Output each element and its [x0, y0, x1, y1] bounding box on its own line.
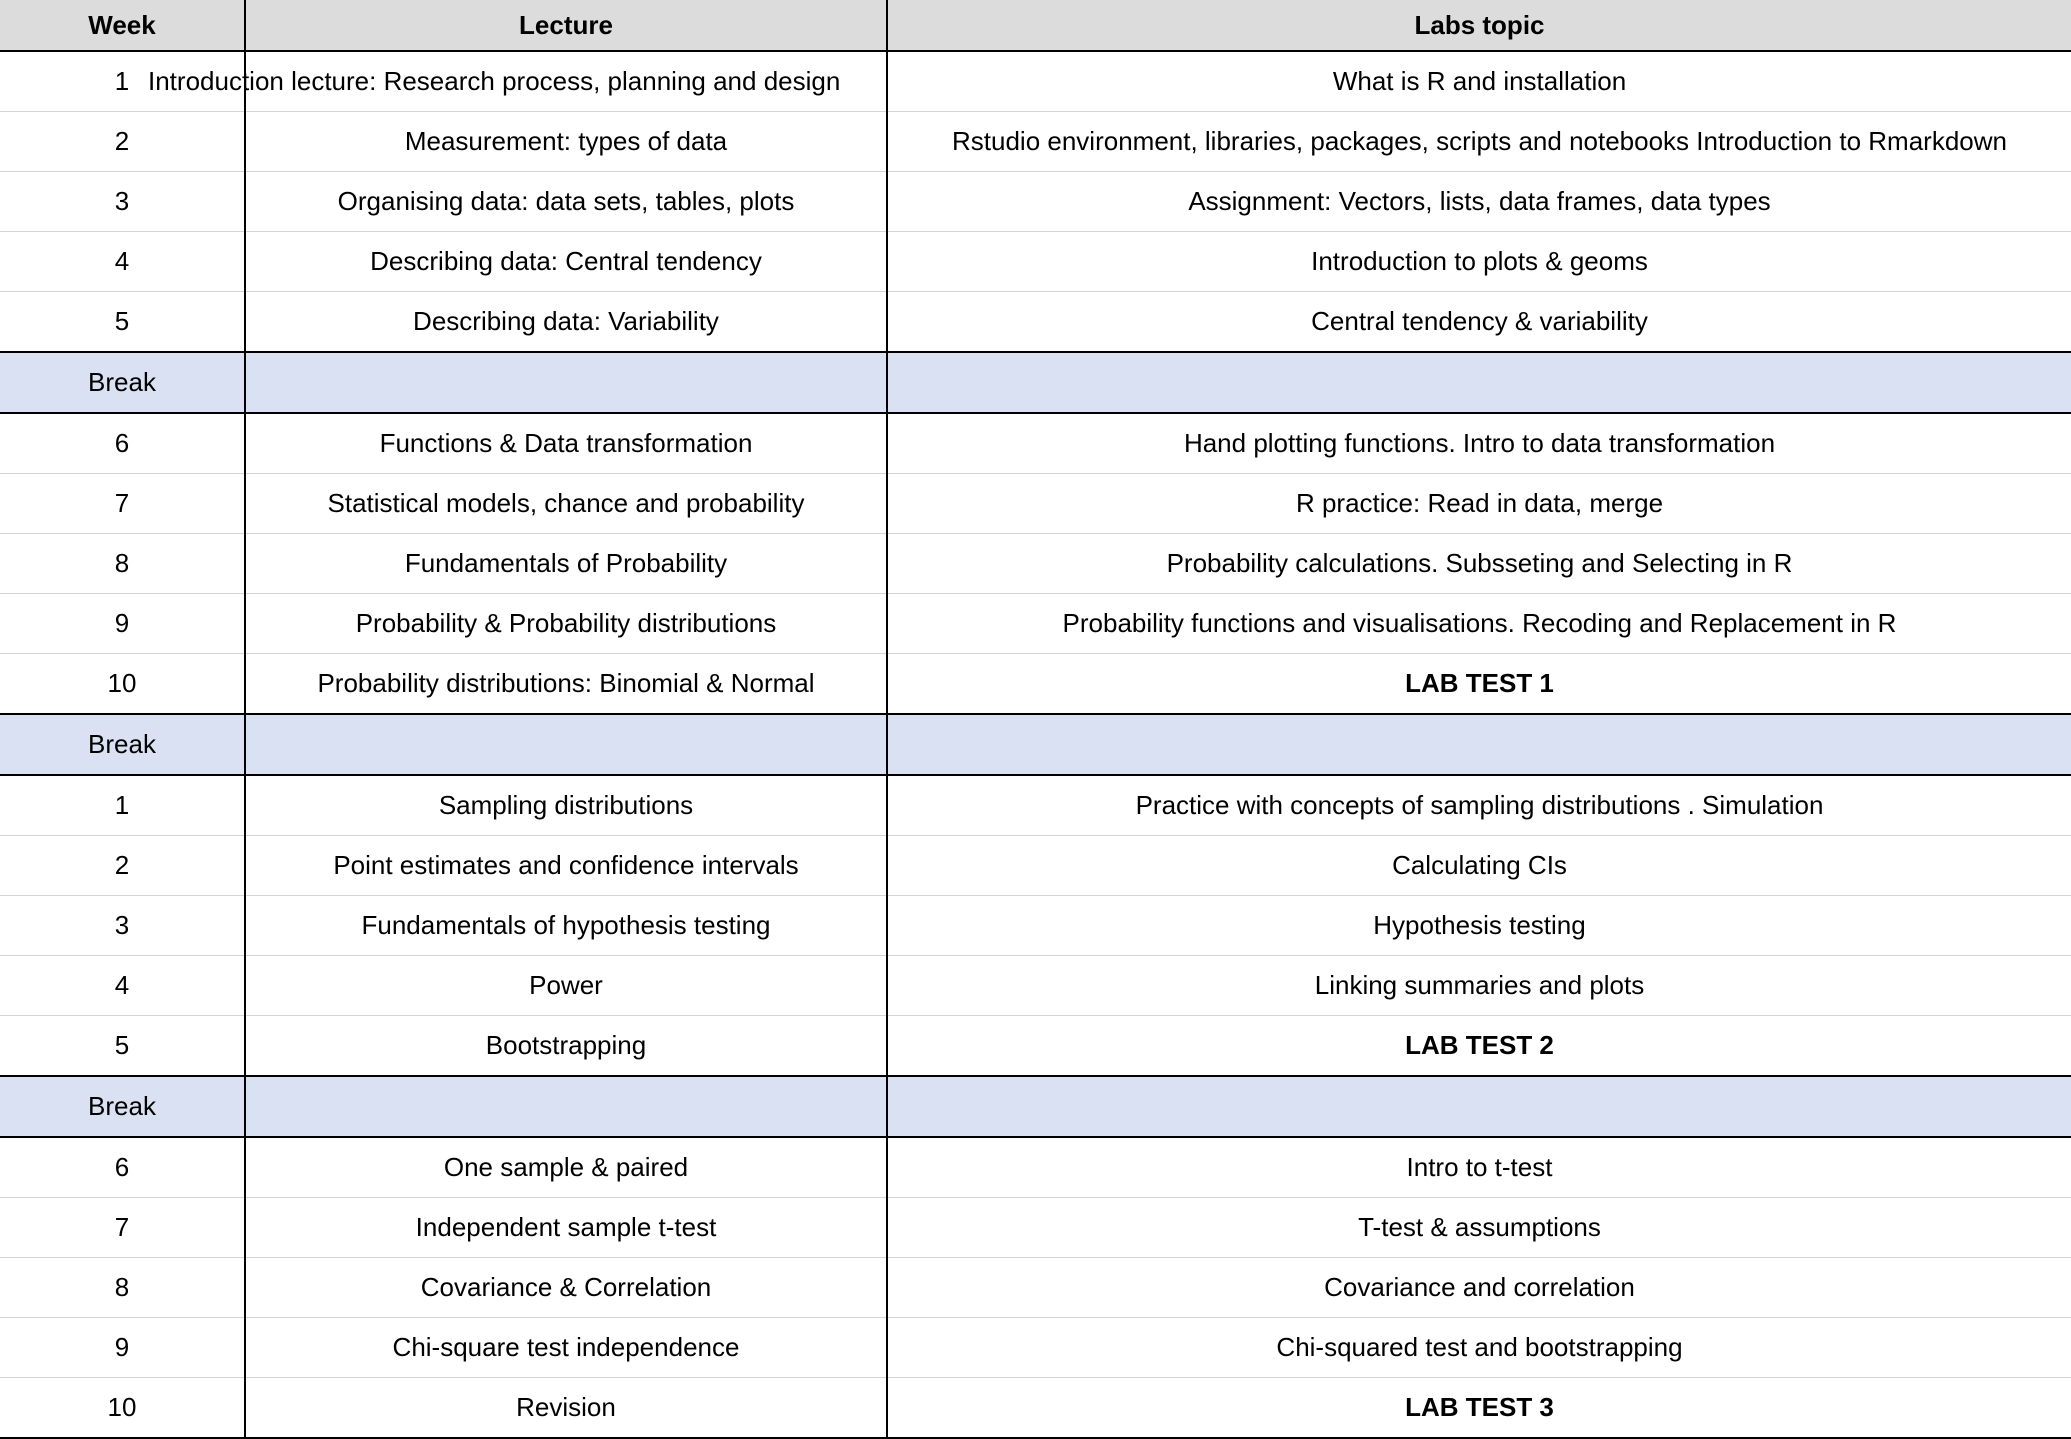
- labs-cell[interactable]: [887, 352, 2071, 413]
- lecture-cell[interactable]: Bootstrapping: [245, 1016, 887, 1077]
- lecture-cell[interactable]: Statistical models, chance and probability: [245, 474, 887, 534]
- table-row: [0, 474, 2071, 534]
- labs-cell[interactable]: What is R and installation: [887, 51, 2071, 112]
- break-row: [0, 1076, 2071, 1137]
- table-row: [0, 51, 2071, 112]
- table-row: [0, 112, 2071, 172]
- lecture-cell[interactable]: Point estimates and confidence intervals: [245, 836, 887, 896]
- lecture-cell[interactable]: One sample & paired: [245, 1137, 887, 1198]
- labs-cell[interactable]: Covariance and correlation: [887, 1258, 2071, 1318]
- lecture-cell[interactable]: Probability & Probability distributions: [245, 594, 887, 654]
- week-cell[interactable]: 9: [0, 1318, 245, 1378]
- week-cell[interactable]: 8: [0, 1258, 245, 1318]
- lecture-cell[interactable]: Introduction lecture: Research process, planning and design: [245, 51, 887, 112]
- week-cell[interactable]: 7: [0, 1198, 245, 1258]
- week-cell[interactable]: 4: [0, 956, 245, 1016]
- table-row: [0, 1378, 2071, 1439]
- week-cell[interactable]: 10: [0, 1378, 245, 1439]
- week-cell[interactable]: 6: [0, 413, 245, 474]
- labs-cell[interactable]: LAB TEST 1: [887, 654, 2071, 715]
- lecture-cell[interactable]: Describing data: Variability: [245, 292, 887, 353]
- week-cell[interactable]: 1: [0, 51, 245, 112]
- labs-cell[interactable]: Practice with concepts of sampling distributions . Simulation: [887, 775, 2071, 836]
- labs-cell[interactable]: Probability functions and visualisations. Recoding and Replacement in R: [887, 594, 2071, 654]
- lecture-cell[interactable]: Chi-square test independence: [245, 1318, 887, 1378]
- table-row: [0, 1137, 2071, 1198]
- week-cell[interactable]: 3: [0, 896, 245, 956]
- break-row: [0, 714, 2071, 775]
- table-row: [0, 1258, 2071, 1318]
- lecture-cell[interactable]: Fundamentals of hypothesis testing: [245, 896, 887, 956]
- week-cell[interactable]: 4: [0, 232, 245, 292]
- labs-cell[interactable]: Assignment: Vectors, lists, data frames, data types: [887, 172, 2071, 232]
- table-row: [0, 654, 2071, 715]
- table-row: [0, 534, 2071, 594]
- week-cell[interactable]: 8: [0, 534, 245, 594]
- lecture-cell[interactable]: [245, 714, 887, 775]
- week-cell[interactable]: 10: [0, 654, 245, 715]
- table-row: [0, 1016, 2071, 1077]
- lecture-cell[interactable]: [245, 1076, 887, 1137]
- table-row: [0, 956, 2071, 1016]
- week-cell[interactable]: 1: [0, 775, 245, 836]
- week-cell[interactable]: Break: [0, 352, 245, 413]
- labs-cell[interactable]: Probability calculations. Subsseting and Selecting in R: [887, 534, 2071, 594]
- header-row: [0, 0, 2071, 51]
- labs-cell[interactable]: Hypothesis testing: [887, 896, 2071, 956]
- labs-cell[interactable]: LAB TEST 2: [887, 1016, 2071, 1077]
- week-cell[interactable]: 7: [0, 474, 245, 534]
- table-row: [0, 413, 2071, 474]
- labs-cell[interactable]: LAB TEST 3: [887, 1378, 2071, 1439]
- lecture-cell[interactable]: Revision: [245, 1378, 887, 1439]
- week-cell[interactable]: 9: [0, 594, 245, 654]
- labs-cell[interactable]: Intro to t-test: [887, 1137, 2071, 1198]
- labs-cell[interactable]: Hand plotting functions. Intro to data transformation: [887, 413, 2071, 474]
- lecture-cell[interactable]: Sampling distributions: [245, 775, 887, 836]
- lecture-cell[interactable]: Functions & Data transformation: [245, 413, 887, 474]
- labs-cell[interactable]: [887, 1076, 2071, 1137]
- week-cell[interactable]: 6: [0, 1137, 245, 1198]
- lecture-cell[interactable]: Fundamentals of Probability: [245, 534, 887, 594]
- week-cell[interactable]: 5: [0, 292, 245, 353]
- table-row: [0, 172, 2071, 232]
- labs-cell[interactable]: T-test & assumptions: [887, 1198, 2071, 1258]
- labs-cell[interactable]: R practice: Read in data, merge: [887, 474, 2071, 534]
- header-lecture[interactable]: Lecture: [245, 0, 887, 51]
- labs-cell[interactable]: Calculating CIs: [887, 836, 2071, 896]
- week-cell[interactable]: 2: [0, 112, 245, 172]
- week-cell[interactable]: 2: [0, 836, 245, 896]
- week-cell[interactable]: Break: [0, 714, 245, 775]
- lecture-cell[interactable]: Covariance & Correlation: [245, 1258, 887, 1318]
- week-cell[interactable]: 5: [0, 1016, 245, 1077]
- lecture-cell[interactable]: Power: [245, 956, 887, 1016]
- labs-cell[interactable]: Introduction to plots & geoms: [887, 232, 2071, 292]
- header-labs[interactable]: Labs topic: [887, 0, 2071, 51]
- header-week[interactable]: Week: [0, 0, 245, 51]
- table-row: [0, 1318, 2071, 1378]
- lecture-cell[interactable]: Independent sample t-test: [245, 1198, 887, 1258]
- lecture-cell[interactable]: Probability distributions: Binomial & Normal: [245, 654, 887, 715]
- labs-cell[interactable]: [887, 714, 2071, 775]
- labs-cell[interactable]: Rstudio environment, libraries, packages, scripts and notebooks Introduction to Rmarkdown: [887, 112, 2071, 172]
- table-row: [0, 1198, 2071, 1258]
- labs-cell[interactable]: Central tendency & variability: [887, 292, 2071, 353]
- table-row: [0, 232, 2071, 292]
- lecture-cell[interactable]: [245, 352, 887, 413]
- table-row: [0, 594, 2071, 654]
- lecture-cell[interactable]: Describing data: Central tendency: [245, 232, 887, 292]
- table-row: [0, 775, 2071, 836]
- labs-cell[interactable]: Linking summaries and plots: [887, 956, 2071, 1016]
- table-row: [0, 896, 2071, 956]
- week-cell[interactable]: Break: [0, 1076, 245, 1137]
- table-row: [0, 836, 2071, 896]
- labs-cell[interactable]: Chi-squared test and bootstrapping: [887, 1318, 2071, 1378]
- lecture-cell[interactable]: Organising data: data sets, tables, plots: [245, 172, 887, 232]
- break-row: [0, 352, 2071, 413]
- lecture-cell[interactable]: Measurement: types of data: [245, 112, 887, 172]
- table-row: [0, 292, 2071, 353]
- week-cell[interactable]: 3: [0, 172, 245, 232]
